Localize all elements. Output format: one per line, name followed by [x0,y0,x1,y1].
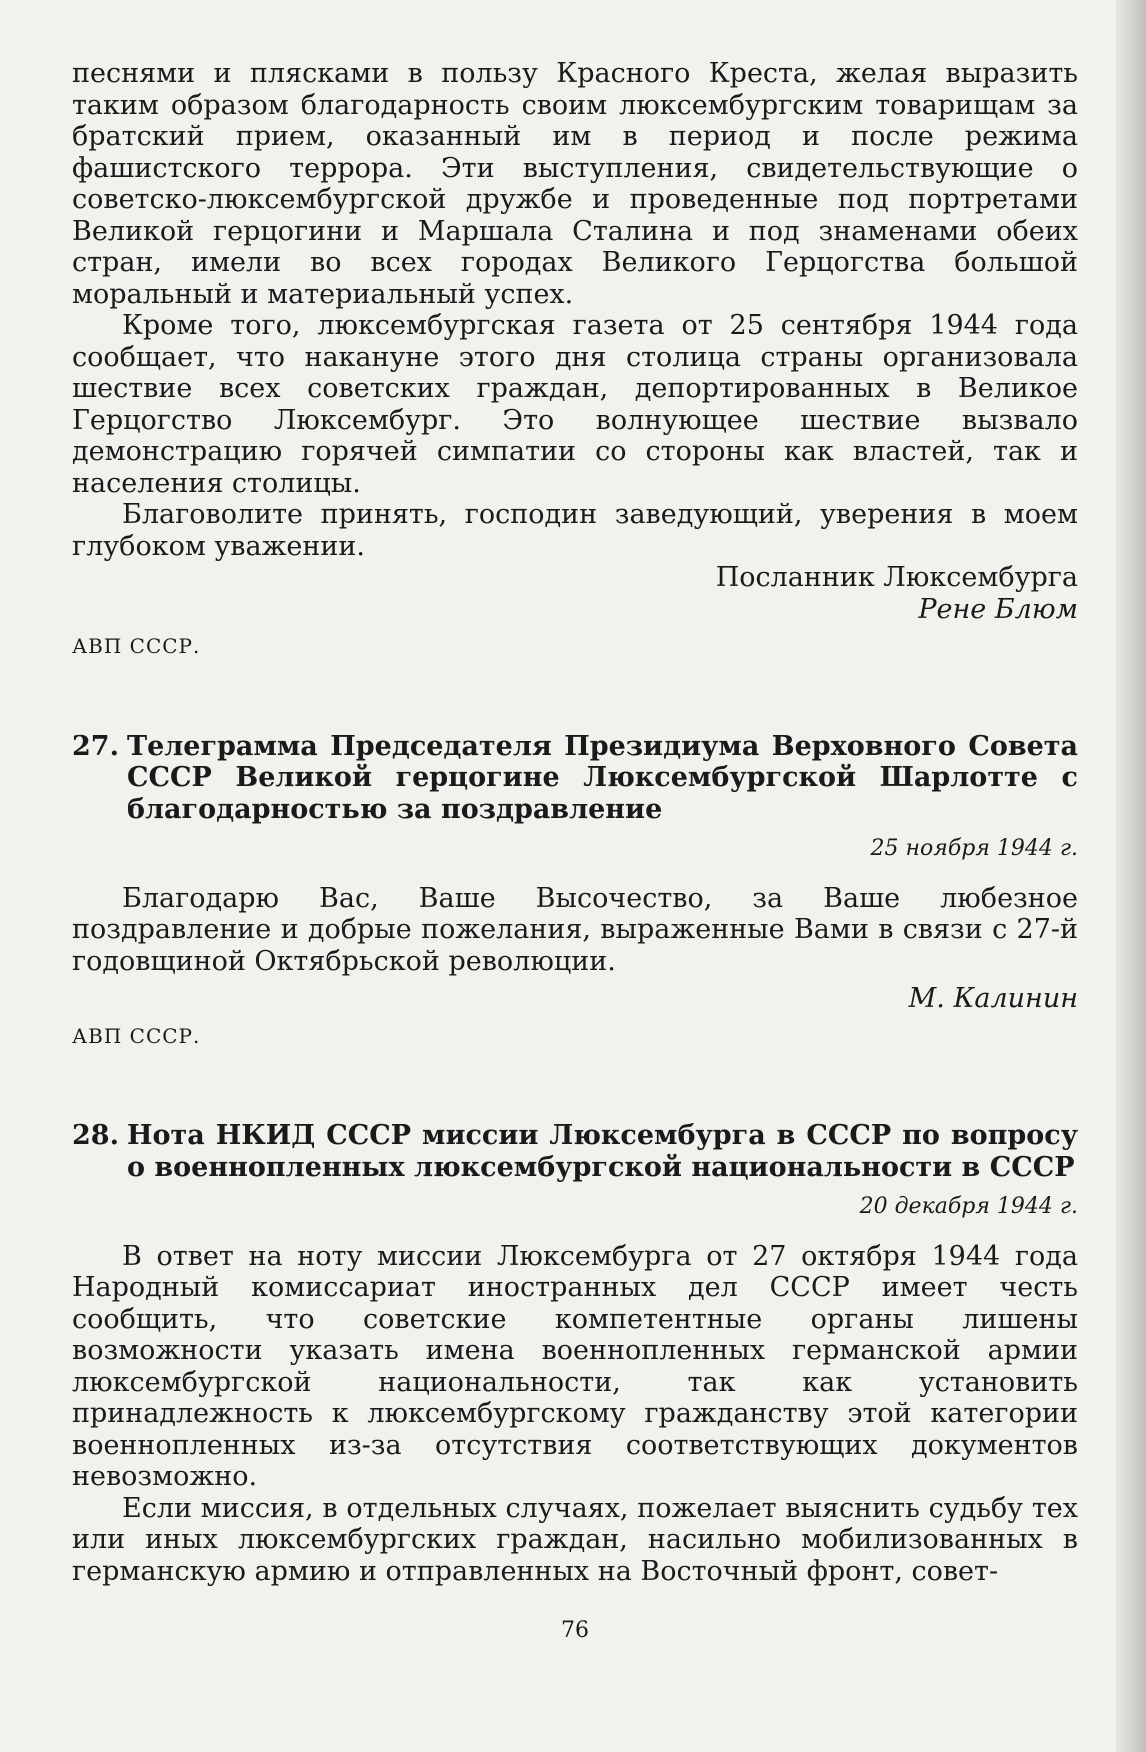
page-content [72,58,1078,1647]
document-27-date: 25 ноября 1944 г. [870,836,1078,861]
document-28-date: 20 декабря 1944 г. [859,1194,1078,1219]
document-27-number: 27. [72,730,119,762]
archive-source: АВП СССР. [72,1023,201,1048]
document-28-number: 28. [72,1120,119,1151]
archive-source: АВП СССР. [72,634,201,658]
letter-paragraph-3: Благоволите принять, господин заведующий, уверения в моем глубоком уважении. [72,499,1078,562]
letter-paragraph-1: песнями и плясками в пользу Красного Креста, желая выразить таким образом благодарность своим люксембургским товарищам за братский прием, оказанный им в период и после режима фашистского террора. Эти выступления, свидетельствующие о советско-люксембургской дружбе и проведенные под портретами Великой герцогини и Маршала Сталина и под знаменами обеих стран, имели во всех городах Великого Герцогства большой моральный и материальный успех. [72,58,1078,310]
document-27-title: Телеграмма Председателя Президиума Верховного Совета СССР Великой герцогине Люксембургской Шарлотте с благодарностью за поздравление [127,730,1078,825]
letter-signature-name: Рене Блюм [918,593,1078,625]
page-number: 76 [561,1618,589,1643]
letter-paragraph-2: Кроме того, люксембургская газета от 25 сентября 1944 года сообщает, что накануне этого дня столица страны организовала шествие всех советских граждан, депортированных в Великое Герцогство Люксембург. Это волнующее шествие вызвало демонстрацию горячей симпатии со стороны как властей, так и населения столицы. [72,310,1078,499]
document-27-signature: М. Калинин [908,983,1078,1014]
document-28-paragraph-2: Если миссия, в отдельных случаях, пожелает выяснить судьбу тех или иных люксембургских граждан, насильно мобилизованных в германскую армию и отправленных на Восточный фронт, совет- [72,1492,1078,1587]
document-27-heading [72,731,1078,826]
document-28-heading [72,1120,1078,1183]
document-27-body: Благодарю Вас, Ваше Высочество, за Ваше любезное поздравление и добрые пожелания, выраженные Вами в связи с 27-й годовщиной Октябрьской революции. [72,882,1078,977]
document-28-title: Нота НКИД СССР миссии Люксембурга в СССР по вопросу о военнопленных люксембургской национальности в СССР [127,1120,1078,1183]
scan-edge [1116,0,1146,1752]
letter-signature-title: Посланник Люксембурга [715,562,1078,593]
document-28-paragraph-1: В ответ на ноту миссии Люксембурга от 27 октября 1944 года Народный комиссариат иностранных дел СССР имеет честь сообщить, что советские компетентные органы лишены возможности указать имена военнопленных германской армии люксембургской национальности, так как установить принадлежность к люксембургскому гражданству этой категории военнопленных из-за отсутствия соответствующих документов невозможно. [72,1240,1078,1492]
